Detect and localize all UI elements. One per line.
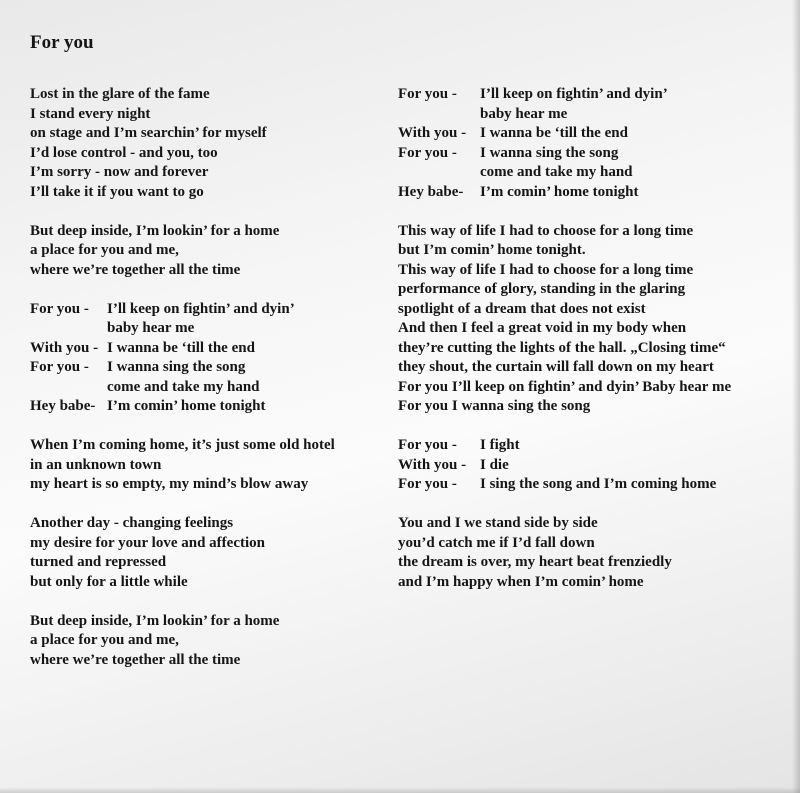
chorus-speaker: With you - (30, 339, 99, 356)
lyric-line: You and I we stand side by side (398, 515, 598, 531)
chorus-row (30, 397, 380, 417)
finale-row (398, 475, 778, 495)
lyric-line: But deep inside, I’m lookin’ for a home (30, 612, 280, 629)
finale-line: I die (480, 456, 509, 473)
chorus-line: I wanna sing the song (107, 359, 246, 375)
verse-2 (30, 222, 380, 281)
lyric-line: I stand every night (30, 105, 151, 122)
verse-1 (30, 85, 380, 202)
lyric-line: where we’re together all the time (30, 651, 241, 668)
chorus-row (30, 300, 380, 320)
stanza-gap (30, 417, 380, 437)
chorus-row (398, 124, 778, 144)
stanza-gap (398, 495, 778, 515)
chorus-right (398, 85, 778, 202)
lyric-line: spotlight of a dream that does not exist (398, 300, 646, 317)
stanza-gap (398, 202, 778, 222)
chorus-row (30, 339, 380, 359)
lyric-line: a place for you and me, (30, 242, 179, 258)
chorus-line: I’ll keep on fightin’ and dyin’ (107, 300, 295, 317)
finale-line: I fight (480, 437, 520, 453)
right-column (398, 85, 778, 592)
verse-6 (398, 222, 778, 417)
finale-speaker: For you - (398, 476, 457, 492)
finale-row (398, 456, 778, 476)
page-edge-shadow (792, 0, 800, 793)
chorus-speaker: With you - (398, 125, 467, 141)
chorus-speaker: Hey babe- (398, 183, 464, 200)
lyric-line: For you I wanna sing the song (398, 398, 591, 414)
stanza-gap (30, 495, 380, 515)
chorus-continuation: baby hear me (480, 105, 568, 122)
lyric-line: I’d lose control - and you, too (30, 144, 218, 161)
lyric-line: but I’m comin’ home tonight. (398, 242, 586, 258)
lyric-line: my desire for your love and affection (30, 534, 265, 551)
page-bottom-shadow (0, 787, 800, 793)
finale-speaker: With you - (398, 456, 467, 473)
verse-5 (30, 612, 380, 671)
chorus-speaker: For you - (30, 359, 89, 375)
lyric-line: performance of glory, standing in the glaring (398, 281, 686, 297)
chorus-speaker: For you - (30, 300, 89, 317)
lyric-line: For you I’ll keep on fightin’ and dyin’ Baby hear me (398, 378, 732, 395)
stanza-gap (30, 202, 380, 222)
chorus-line: I wanna be ‘till the end (480, 125, 628, 141)
finale-row (398, 436, 778, 456)
chorus-row (30, 358, 380, 378)
lyric-line: my heart is so empty, my mind’s blow away (30, 476, 309, 492)
lyric-line: they shout, the curtain will fall down on my heart (398, 359, 714, 375)
verse-4 (30, 514, 380, 592)
lyric-line: the dream is over, my heart beat frenziedly (398, 554, 672, 570)
chorus-continuation: come and take my hand (107, 378, 260, 395)
lyric-line: they’re cutting the lights of the hall. „Closing time“ (398, 339, 726, 356)
lyric-line: This way of life I had to choose for a long time (398, 261, 694, 278)
lyric-line: Lost in the glare of the fame (30, 86, 210, 102)
chorus-continuation: baby hear me (107, 320, 195, 336)
chorus-line: I’ll keep on fightin’ and dyin’ (480, 86, 668, 102)
finale-speaker: For you - (398, 437, 457, 453)
stanza-gap (30, 280, 380, 300)
lyric-line: where we’re together all the time (30, 261, 241, 278)
finale-line: I sing the song and I’m coming home (480, 476, 717, 492)
chorus-continuation: come and take my hand (480, 164, 633, 180)
left-column (30, 85, 380, 670)
lyric-line: you’d catch me if I’d fall down (398, 534, 595, 551)
lyric-line: turned and repressed (30, 554, 167, 570)
chorus-left (30, 300, 380, 417)
finale (398, 436, 778, 495)
chorus-speaker: For you - (398, 86, 457, 102)
lyric-line: but only for a little while (30, 573, 188, 590)
chorus-line: I wanna sing the song (480, 144, 619, 161)
lyric-line: I’ll take it if you want to go (30, 183, 204, 200)
song-title: For you (30, 32, 94, 53)
lyric-line: But deep inside, I’m lookin’ for a home (30, 222, 280, 239)
lyric-line: and I’m happy when I’m comin’ home (398, 573, 644, 590)
lyric-line: This way of life I had to choose for a long time (398, 222, 694, 239)
lyric-line: I’m sorry - now and forever (30, 164, 209, 180)
stanza-gap (30, 592, 380, 612)
chorus-speaker: Hey babe- (30, 398, 96, 414)
chorus-row (398, 183, 778, 203)
lyric-line: on stage and I’m searchin’ for myself (30, 125, 267, 141)
chorus-speaker: For you - (398, 144, 457, 161)
chorus-line: I wanna be ‘till the end (107, 339, 255, 356)
lyric-line: Another day - changing feelings (30, 515, 234, 531)
stanza-gap (398, 417, 778, 437)
lyric-line: a place for you and me, (30, 632, 179, 648)
chorus-line: I’m comin’ home tonight (480, 183, 639, 200)
chorus-row (398, 85, 778, 105)
lyric-line: When I’m coming home, it’s just some old hotel (30, 437, 335, 453)
chorus-row (398, 144, 778, 164)
lyric-line: And then I feel a great void in my body when (398, 320, 687, 336)
verse-3 (30, 436, 380, 495)
chorus-line: I’m comin’ home tonight (107, 398, 266, 414)
lyric-line: in an unknown town (30, 456, 162, 473)
verse-7 (398, 514, 778, 592)
